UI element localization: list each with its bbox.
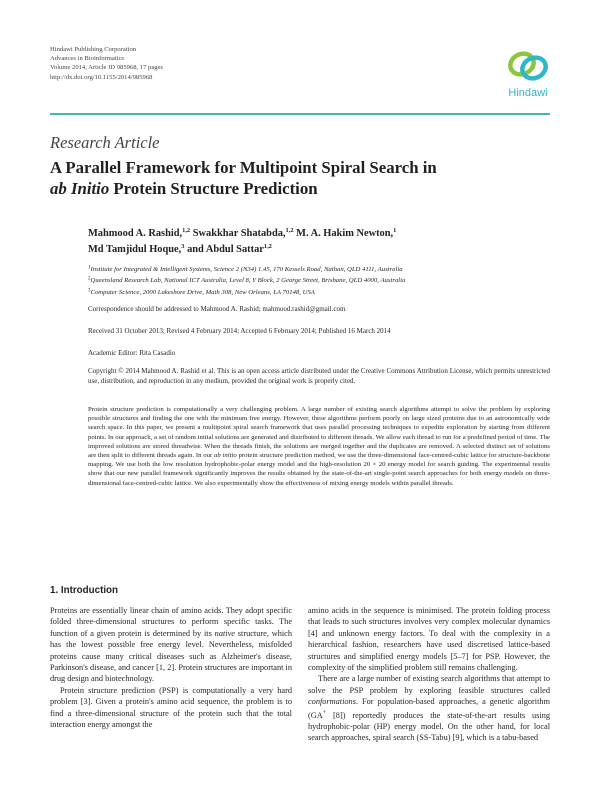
correspondence: Correspondence should be addressed to Mahmood A. Rashid; mahmood.rashid@gmail.com [88,305,346,313]
affiliation-item [88,275,548,286]
author-affil-sup: 1 [393,227,397,234]
copyright-notice: Copyright © 2014 Mahmood A. Rashid et al. This is an open access article distributed under the Creative Commons Attribution License, which permits unrestricted use, distribution, and reproduction in any medium, provided the original work is properly cited. [88,367,550,385]
article-title [50,157,550,199]
affiliation-item [88,287,548,298]
paragraph: Protein structure prediction (PSP) is computationally a very hard problem [3]. Given a protein's amino acid sequence, the problem is to find a three-dimensional structure of the protein such that the total interaction energy amongst the [50,685,292,730]
paragraph-text: Proteins are essentially linear chain of amino acids. They adopt specific folded three-dimensional structures to perform specific tasks. The function of a given protein is determined by its [50,606,292,638]
author-affil-sup: 1,2 [263,242,272,250]
author-name: Md Tamjidul Hoque, [88,243,182,255]
paragraph-text: There are a large number of existing search algorithms that attempt to solve the PSP problem by exploring feasible structures called [308,674,550,695]
logo-wordmark: Hindawi [508,87,548,99]
section-heading: 1. Introduction [50,585,119,596]
affiliation-text: Institute for Integrated & Intelligent Systems, Science 2 (N34) 1.45, 170 Kessels Road, Nathan, QLD 4111, Australia [90,266,403,273]
abstract-text: protein structure prediction method, we use the three-dimensional face-centred-cubic lattice for structure-backbone mapping. We use both the low resolution hydrophobic-polar energy model and the high-resolution 20 × 20 energy model for search guiding. The experimental results show that our new parallel framework significantly improves the results obtained by the state-of-the-art single-point search approaches for both energy models on three-dimensional face-centred-cubic lattice. We also experimentally show the effectiveness of mixing energy models within parallel threads. [88,452,550,487]
author-affil-sup: 3 [181,242,185,250]
abstract-italic: ab initio [214,452,237,460]
affiliation-num: 1 [88,265,91,271]
affiliation-num: 3 [88,288,91,294]
paragraph [50,605,292,685]
title-italic: ab Initio [50,179,110,198]
title-line-2 [50,178,550,199]
article-type: Research Article [50,133,160,152]
affiliations [88,264,548,298]
paragraph-sup: + [322,709,327,716]
journal-name: Advances in Bioinformatics [50,55,124,63]
abstract [88,405,550,488]
title-rest: Protein Structure Prediction [109,179,318,198]
author-name: and Abdul Sattar [187,243,264,255]
volume-info: Volume 2014, Article ID 985968, 17 pages [50,64,164,72]
left-column [50,605,292,730]
publisher-name: Hindawi Publishing Corporation [50,46,137,53]
paragraph-text: . For population-based approaches, a genetic algorithm (GA [308,697,550,720]
title-line-1: A Parallel Framework for Multipoint Spiral Search in [50,158,437,177]
paragraph: amino acids in the sequence is minimised. The protein folding process that leads to such structures involves very complex molecular dynamics [4] and unknown energy factors. To deal with the complexity in a hierarchical fashion, researchers have used discretised lattice-based structures and simplified energy models [5–7] for PSP. However, the complexity of the simplified problem still remains challenging. [308,606,550,673]
paragraph-italic: conformations [308,697,356,707]
abstract-text: Protein structure prediction is computationally a very challenging problem. A large number of existing search algorithms attempt to solve the problem by exploring possible structures and finding the one with the minimum free energy. However, these algorithms perform poorly on large sized proteins due to an astronomically wide search space. In this paper, we present a multipoint spiral search framework that uses parallel processing techniques to expedite exploration by starting from different points. In our approach, a set of random initial solutions are generated and distributed to different threads. We allow each thread to run for a predefined period of time. The improved solutions are stored threadwise. When the threads finish, the solutions are merged together and the duplicates are removed. A selected distinct set of solutions are then split to different threads again. In our [88,406,550,460]
doi-link[interactable]: http://dx.doi.org/10.1155/2014/985968 [50,73,153,81]
paragraph [308,673,550,743]
author-name: Swakkhar Shatabda, [192,228,286,239]
author-name: Mahmood A. Rashid, [88,228,183,239]
affiliation-num: 2 [88,276,91,282]
right-column [308,605,550,744]
paragraph-italic: native [214,628,235,638]
author-affil-sup: 1,2 [285,227,294,234]
author-list [88,226,548,257]
affiliation-text: Computer Science, 2000 Lakeshore Drive, Math 308, New Orleans, LA 70148, USA [90,288,315,296]
hindawi-logo-icon [498,42,558,102]
author-affil-sup: 1,2 [182,227,191,234]
header-rule [50,113,550,115]
academic-editor: Academic Editor: Rita Casadio [88,349,176,357]
hindawi-logo [498,42,558,102]
publication-dates: Received 31 October 2013; Revised 4 February 2014; Accepted 6 February 2014; Published 16 March 2014 [88,327,391,335]
journal-header [50,45,163,82]
affiliation-text: Queensland Research Lab, National ICT Australia, Level 8, Y Block, 2 George Street, Brisbane, QLD 4000, Australia [90,277,406,285]
paragraph-text: [8]) reportedly produces the state-of-the-art results using hydrophobic-polar (HP) energy model. On the other hand, for local search approaches, spiral search (SS-Tabu) [9], which is a tabu-based [308,710,550,743]
paragraph-text: structure, which has the lowest possible free energy level. Nevertheless, misfolded proteins cause many critical diseases such as Alzheimer's disease, Parkinson's disease, and cancer [1, 2]. Protein structures are important in drug design and biotechnology. [50,628,292,684]
author-name: M. A. Hakim Newton, [296,228,394,239]
affiliation-item [88,264,548,275]
